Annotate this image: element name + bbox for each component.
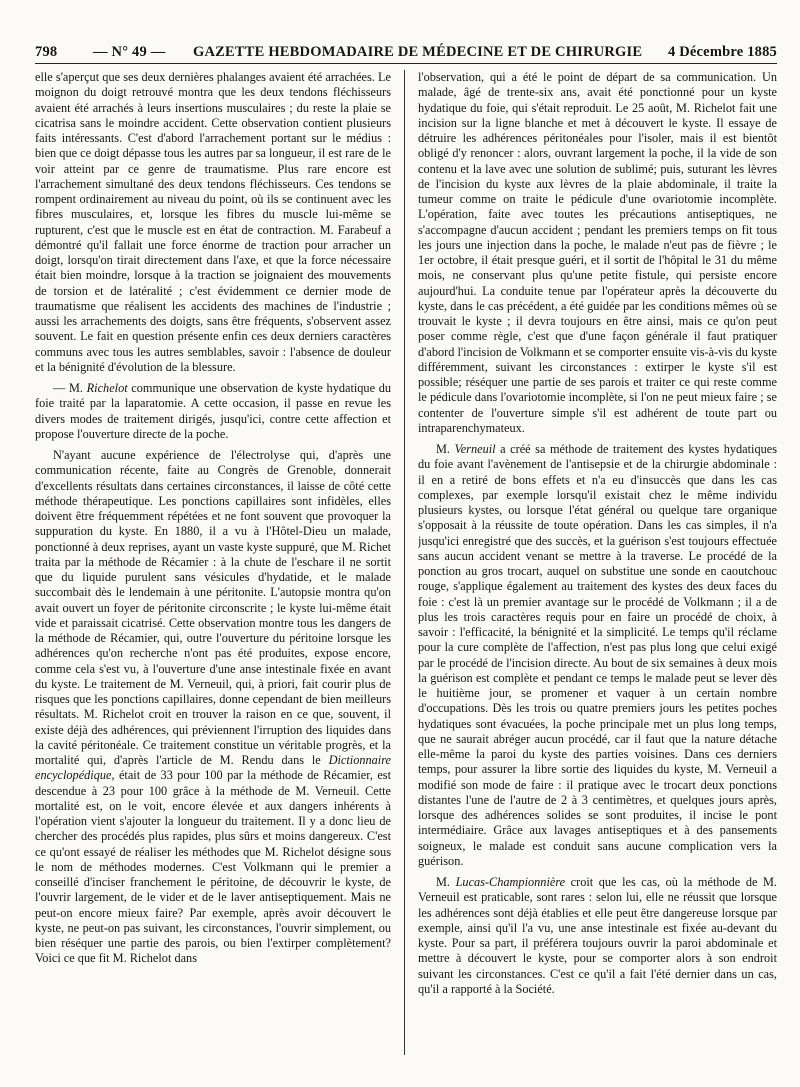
text-run: a créé sa méthode de traitement des kystes hydatiques du foie avant l'avènement de l'antisepsie et de la chirurgie abdominale : il en a retiré de bons effets et n'a eu d'insuccès que dans les cas complexes, par exemple lorsqu'il existait chez le même individu plusieurs kystes, ou lorsque l'état général ou quelque tare organique s'opposait à la réussite de toute opération. Dans les cas simples, il n'a jusqu'ici enregistré que des succès, et la guérison s'est toujours effectuée sans aucun accident venant se mettre à la traverse. Le procédé de la ponction au gros trocart, auquel on substitue une sonde en caoutchouc rouge, s'applique également au traitement des kystes des deux faces du foie : c'est là un premier avantage sur le procédé de Volkmann ; il a de plus les trois caractères requis pour en faire un procédé de choix, à savoir : l'efficacité, la bénignité et la simplicité. Le temps qu'il réclame pour la cure complète de l'affection, n'est pas plus long que celui exigé par le procédé de l'incision directe. Au bout de six semaines à deux mois la guérison est complète et pendant ce temps le malade peut se lever dès le huitième jour, se promener et vaquer à un certain nombre d'occupations. Dès les trois ou quatre premiers jours les petites poches hydatiques sont évacuées, la poche principale met un plus long temps, que ne saurait abréger aucun procédé, car il faut que la nature détache elle-même la paroi du kyste des parties voisines. Dans ces derniers temps, pour assurer la libre sortie des liquides du kyste, M. Verneuil a modifié son mode de faire : il pratique avec le trocart deux ponctions distantes l'une de l'autre de 2 à 3 centimètres, et quelques jours après, lorsque des adhérences solides se sont produites, il incise le pont intermédiaire. Grâce aux lavages antiseptiques et à des pansements soigneux, le malade est conduit sans aucune complication vers la guérison. xyxy=(418,442,777,868)
text-run: M. xyxy=(436,442,455,456)
left-column xyxy=(35,70,391,1070)
paragraph xyxy=(35,381,391,442)
text-run: croit que les cas, où la méthode de M. Verneuil est praticable, sont rares : selon lui, elle ne réussit que lorsque les adhérences sont déjà établies et elle peut être dangereuse lorsque par exemple, ainsi qu'il l'a vu, une anse intestinale est fixée au-devant du kyste. Pour sa part, il préférera toujours ouvrir la paroi abdominale et mettre à découvert le kyste, pour se comporter alors à son endroit suivant les circonstances. C'est ce qu'il a fait l'été dernier dans un cas, qu'il a rapporté à la Société. xyxy=(418,875,777,996)
author-name: Verneuil xyxy=(454,442,496,456)
right-column xyxy=(418,70,777,1070)
author-name: Lucas-Championnière xyxy=(455,875,566,889)
author-name: Richelot xyxy=(86,381,128,395)
header-rule xyxy=(35,63,777,64)
issue-date: 4 Décembre 1885 xyxy=(667,44,777,60)
paragraph: elle s'aperçut que ses deux dernières phalanges avaient été arrachées. Le moignon du doigt retrouvé montra que les deux tendons fléchisseurs avaient été arrachés à leurs insertions musculaires ; du reste la plaie se cicatrisa sans le moindre accident. Cette observation contient plusieurs faits intéressants. C'est d'abord l'arrachement portant sur le médius : bien que ce doigt dépasse tous les autres par sa longueur, il est rare de le voir atteint par ce genre de traumatisme. Plus rare encore est l'arrachement simultané des deux tendons fléchisseurs. Ces tendons se rompent ordinairement au niveau du point, où ils se continuent avec les fibres musculaires, et, lorsque les fibres du muscle lui-même se rupturent, c'est que le muscle est en état de contraction. M. Farabeuf a démontré qu'il fallait une force énorme de traction pour arracher un doigt, lorsqu'on tirait directement dans l'axe, et que la force nécessaire était bien moindre, lorsque à la traction se joignaient des mouvements de torsion et de latéralité ; c'est évidemment ce dernier mode de traumatisme que réalisent les accidents des machines de l'industrie ; aussi les arrachements des doigts, sans être fréquents, s'observent assez souvent. Le fait en question présente enfin ces deux derniers caractères communs avec tous les autres semblables, savoir : l'absence de douleur et la bénignité d'évolution de la blessure. xyxy=(35,70,391,374)
page-number: 798 xyxy=(35,44,58,60)
cited-work: Dictionnaire encyclopédique xyxy=(35,753,391,783)
text-run: M. xyxy=(436,875,456,889)
paragraph xyxy=(418,875,777,997)
paragraph: l'observation, qui a été le point de départ de sa communication. Un malade, âgé de trente-six ans, avait été ponctionné pour un kyste hydatique du foie, qui s'était reproduit. Le 25 août, M. Richelot fait une incision sur la ligne blanche et met à découvert le kyste. Il essaye de détruire les adhérences péritonéales pour l'isoler, mais il est bientôt obligé d'y renoncer : alors, ouvrant largement la poche, il la vide de son contenu et la lave avec une solution de sublimé; puis, suturant les lèvres de l'incision du kyste aux lèvres de la plaie abdominale, il traite la tumeur comme on traite le pédicule d'une ovariotomie incomplète. L'opération, faite avec toutes les précautions antiseptiques, ne s'accompagne d'aucun accident ; pendant les premiers temps on fit tous les jours une injection dans la poche, le malade n'eut pas de fièvre ; le 1er octobre, il était presque guéri, et il sortit de l'hôpital le 31 du même mois, ne conservant plus qu'une petite fistule, qui persiste encore aujourd'hui. La conduite tenue par l'opérateur après la découverte du kyste, dans le cas précédent, a été guidée par les conditions mêmes où se trouvait le kyste ; il devra toujours en être ainsi, mais ce qu'on peut poser comme règle, c'est que d'une façon générale il faut pratiquer d'abord l'incision de Volkmann et se comporter ensuite vis-à-vis du kyste différemment, suivant les circonstances : extirper le kyste s'il est possible; réséquer une partie de ses parois et traiter ce qui reste comme le pédicule dans l'ovariotomie incomplète, si l'on ne peut mieux faire ; se contenter de l'ouverture simple s'il est adhérent de toute part ou intraparenchymateux. xyxy=(418,70,777,435)
journal-title: GAZETTE HEBDOMADAIRE DE MÉDECINE ET DE CHIRURGIE xyxy=(193,44,643,60)
paragraph xyxy=(418,442,777,869)
column-divider xyxy=(404,70,405,1055)
issue-number: — N° 49 — xyxy=(93,44,166,60)
text-run: communique une observation de kyste hydatique du foie traité par la laparatomie. A cette occasion, il passe en revue les divers modes de traitement dirigés, jusqu'ici, contre cette affection et propose l'ouverture directe de la poche. xyxy=(35,381,391,441)
paragraph xyxy=(35,448,391,967)
text-run: , était de 33 pour 100 par la méthode de Récamier, est descendue à 23 pour 100 grâce à la méthode de M. Verneuil. Cette mortalité est, on le voit, encore élevée et aux dangers inhérents à l'opération vient s'ajouter la longueur du traitement. Il y a donc lieu de chercher des procédés plus rapides, plus sûrs et moins dangereux. C'est ce qu'ont essayé de réaliser les méthodes que M. Richelot désigne sous le nom de méthodes modernes. C'est Volkmann qui le premier a conseillé d'inciser franchement le péritoine, de découvrir le kyste, de l'ouvrir largement, de le vider et de le laver antiseptiquement. Mais ne peut-on encore mieux faire? Par exemple, après avoir découvert le kyste, ne peut-on pas suivant, les circonstances, l'ouvrir simplement, ou bien réséquer une partie des parois, ou bien l'extirper complètement? Voici ce que fit M. Richelot dans xyxy=(35,768,391,966)
text-run: — M. xyxy=(53,381,87,395)
text-run: N'ayant aucune expérience de l'électrolyse qui, d'après une communication récente, faite au Congrès de Grenoble, donnerait d'excellents résultats dans certaines circonstances, il laisse de côté cette méthode thérapeutique. Les ponctions capillaires sont infidèles, elles doivent être fréquemment répétées et ne font souvent que provoquer la suppuration du kyste. En 1880, il a vu à l'Hôtel-Dieu un malade, ponctionné à deux reprises, ayant un vaste kyste suppuré, que M. Richet traita par la méthode de Récamier : à la chute de l'eschare il ne sortit que du liquide purulent sans vésicules d'hydatide, et le malade succombait dès le lendemain à une péritonite. L'autopsie montra qu'on avait ouvert un foyer de péritonite circonscrite ; le kyste lui-même était vide et paraissait cicatrisé. Cette observation montre tous les dangers de la méthode de Récamier, qui, outre l'ouverture du péritoine lorsque les adhérences qu'on recherche n'ont pas été produites, expose encore, comme cela s'est vu, à l'ouverture d'une anse intestinale fixée en avant du kyste. Le traitement de M. Verneuil, qui, à priori, fait courir plus de risques que les ponctions capillaires, donne cependant de bien meilleurs résultats. M. Richelot croit en trouver la raison en ce que, souvent, il existe déjà des adhérences, qui préviennent l'irruption des liquides dans la cavité péritonéale. Ce traitement constitue un véritable progrès, et la mortalité qui, d'après l'article de M. Rendu dans le xyxy=(35,448,391,767)
